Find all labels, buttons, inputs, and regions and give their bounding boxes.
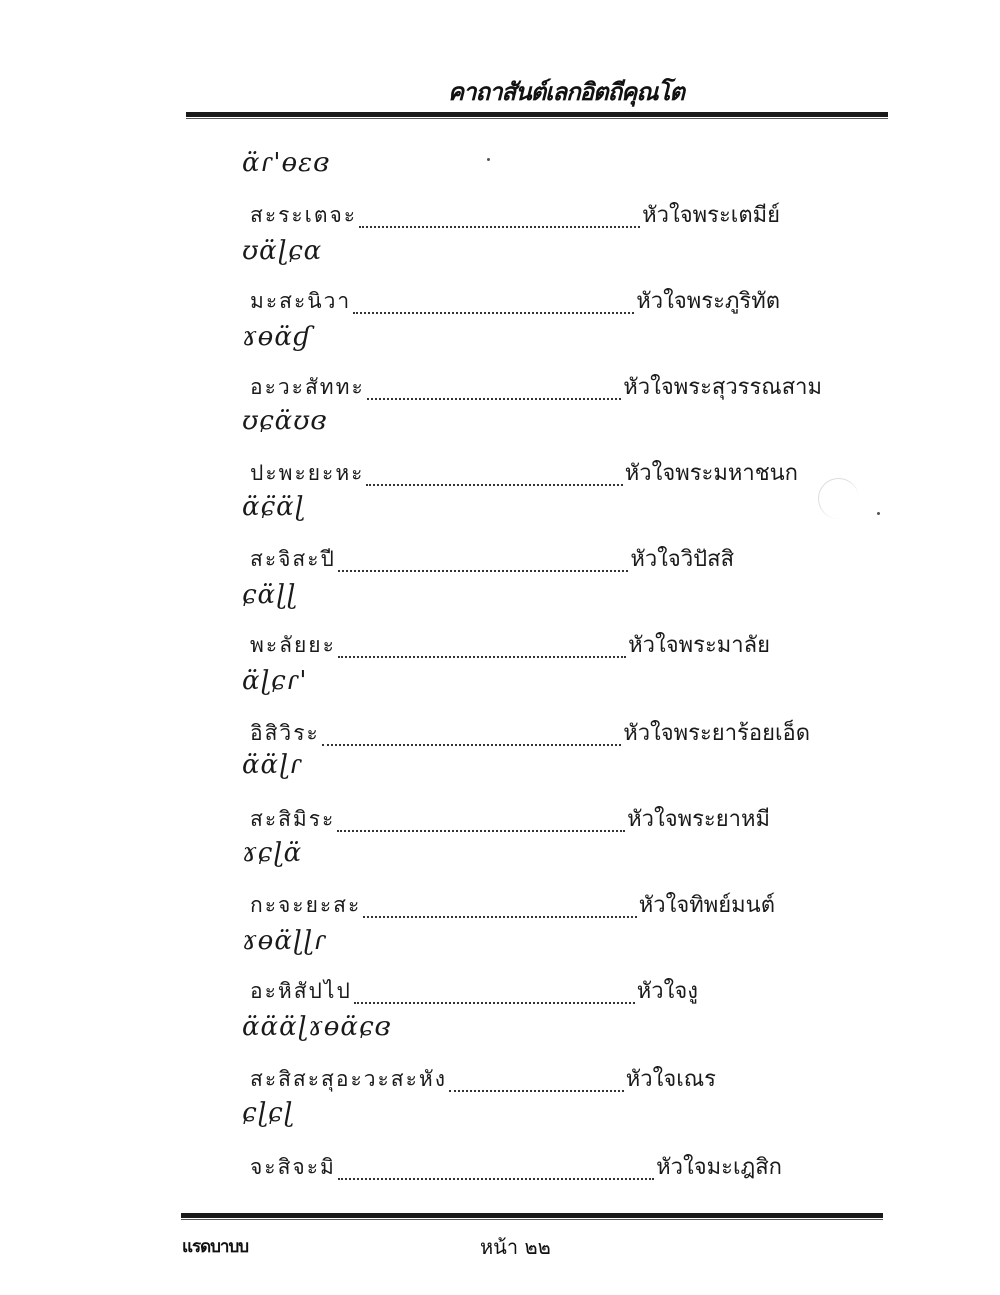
entry-row	[250, 888, 775, 922]
entry-right-text: หัวใจพระสุวรรณสาม	[623, 375, 822, 400]
entry-row	[250, 198, 780, 232]
script-line: ɤɕɭɑ̈	[242, 838, 303, 868]
dotted-leader	[338, 1177, 654, 1180]
script-line: ɑ̈ɕ̈ɑ̈ɭ	[242, 492, 306, 522]
entry-right-text: หัวใจวิปัสสิ	[630, 547, 734, 572]
dotted-leader	[338, 655, 626, 658]
script-line: ɤɵɑ̈ɭɭɾ	[242, 926, 327, 956]
entry-right-text: หัวใจพระเตมีย์	[642, 203, 780, 228]
entry-row	[250, 974, 698, 1008]
header-title: คาถาสันต์เลกอิตถีคุณโต	[448, 77, 684, 106]
entry-left-text: สะสิมิระ	[250, 807, 336, 831]
entry-left-text: อะหิสัปไป	[250, 979, 352, 1003]
dotted-leader	[359, 225, 640, 228]
dotted-leader	[363, 915, 637, 918]
dotted-leader	[322, 743, 621, 746]
dotted-leader	[367, 397, 622, 400]
footer-rule	[181, 1213, 883, 1218]
dotted-leader	[353, 311, 634, 314]
script-line: ʊɑ̈ɭɕɑ	[242, 236, 323, 266]
script-line: ɕɭɕɭ	[242, 1098, 294, 1128]
entry-row	[250, 1062, 716, 1096]
dotted-leader	[337, 829, 625, 832]
script-line: ʊɕɑ̈ʊɞ	[242, 406, 328, 436]
script-line: ɑ̈ɑ̈ɭɾ	[242, 750, 303, 780]
speck-mark	[877, 512, 880, 515]
entry-right-text: หัวใจพระยาร้อยเอ็ด	[623, 721, 810, 746]
entry-row	[250, 284, 780, 318]
entry-right-text: หัวใจงู	[636, 979, 698, 1004]
footer-publisher-label: แรดบาบบ	[182, 1237, 249, 1255]
script-line: ɤɵɑ̈ɠ	[242, 322, 312, 352]
entry-right-text: หัวใจพระภูริทัต	[636, 289, 780, 314]
entry-left-text: มะสะนิวา	[250, 289, 352, 313]
entry-row	[250, 370, 822, 404]
entry-row	[250, 716, 810, 750]
entry-left-text: จะสิจะมิ	[250, 1155, 336, 1179]
entry-right-text: หัวใจพระมหาชนก	[624, 461, 798, 486]
entry-right-text: หัวใจพระยาหมี	[627, 807, 770, 832]
entry-left-text: พะลัยยะ	[250, 633, 336, 657]
entry-left-text: สะระเตจะ	[250, 203, 358, 227]
entry-right-text: หัวใจทิพย์มนต์	[638, 893, 775, 918]
script-line: ɑ̈ɑ̈ɑ̈ɭɤɵɑ̈ɕɞ	[242, 1012, 392, 1042]
speck-mark	[487, 158, 490, 161]
entry-right-text: หัวใจพระมาลัย	[628, 633, 770, 658]
dotted-leader	[366, 483, 622, 486]
faint-mark	[818, 478, 859, 519]
page-number: หน้า ๒๒	[480, 1235, 551, 1259]
entry-row	[250, 1150, 782, 1184]
dotted-leader	[449, 1089, 624, 1092]
entry-left-text: อิสิวิระ	[250, 721, 320, 745]
script-line: ɑ̈ɭɕɾ'	[242, 666, 308, 696]
header-rule	[186, 112, 888, 117]
dotted-leader	[338, 569, 629, 572]
entry-left-text: ปะพะยะหะ	[250, 461, 365, 485]
dotted-leader	[354, 1001, 635, 1004]
entry-row	[250, 456, 798, 490]
entry-right-text: หัวใจมะเฎสิก	[656, 1155, 782, 1180]
entry-row	[250, 628, 770, 662]
header-rule-thin	[186, 118, 888, 119]
entry-left-text: สะสิสะสุอะวะสะหัง	[250, 1067, 447, 1091]
script-line: ɑ̈ɾ'ɵɛɞ	[242, 148, 331, 178]
entry-left-text: กะจะยะสะ	[250, 893, 362, 917]
entry-left-text: อะวะสัททะ	[250, 375, 365, 399]
entry-row	[250, 542, 734, 576]
entry-right-text: หัวใจเณร	[625, 1067, 716, 1092]
script-line: ɕɑ̈ɭɭ	[242, 580, 297, 610]
entry-left-text: สะจิสะปี	[250, 547, 336, 571]
footer-rule-thin	[181, 1219, 883, 1220]
entry-row	[250, 802, 770, 836]
